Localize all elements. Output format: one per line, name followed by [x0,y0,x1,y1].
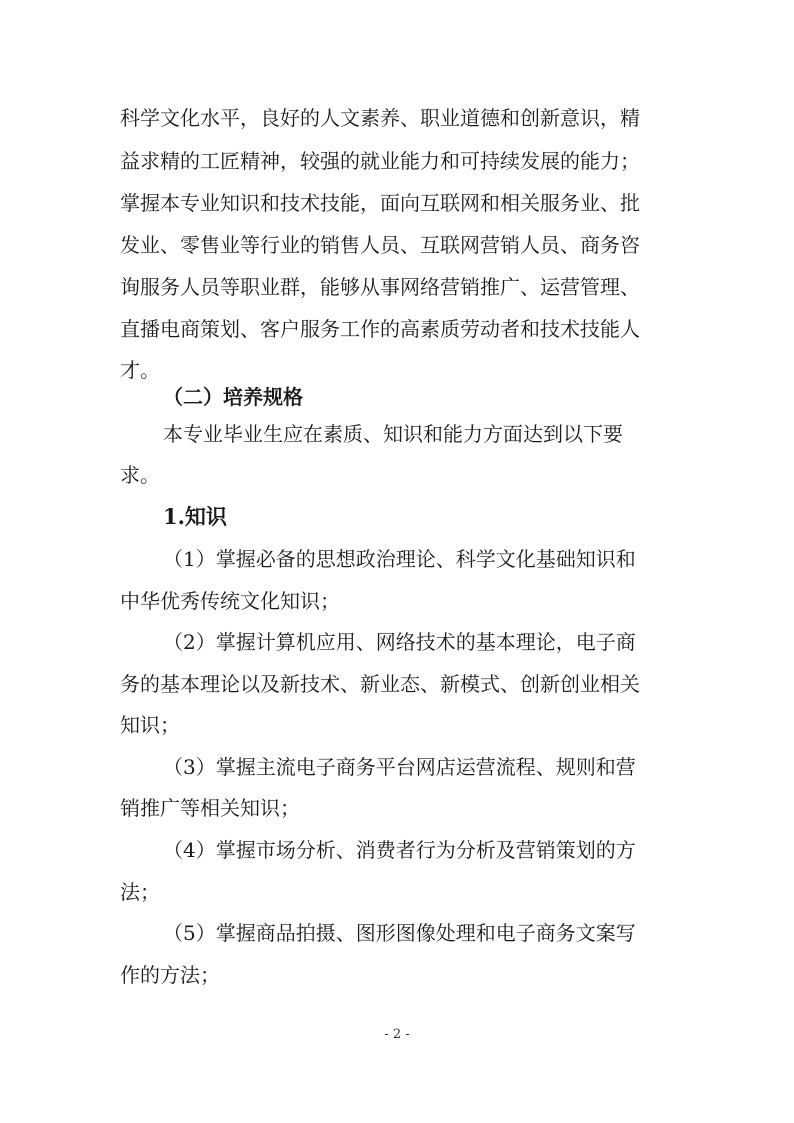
list-item-line: 知识； [120,713,180,737]
section-intro-line: 求。 [120,463,160,487]
list-item-line: （1）掌握必备的思想政治理论、科学文化基础知识和 [163,547,636,571]
intro-line: 才。 [120,358,160,382]
intro-line: 科学文化水平，良好的人文素养、职业道德和创新意识，精 [120,106,640,130]
list-item-line: （2）掌握计算机应用、网络技术的基本理论，电子商 [163,630,636,654]
list-item-line: 务的基本理论以及新技术、新业态、新模式、创新创业相关 [120,672,640,696]
list-item-line: （5）掌握商品拍摄、图形图像处理和电子商务文案写 [163,921,636,945]
list-item-line: （3）掌握主流电子商务平台网店运营流程、规则和营 [163,755,636,779]
page-number: - 2 - [384,1027,410,1042]
list-item-line: 销推广等相关知识； [120,796,300,820]
list-item-line: 中华优秀传统文化知识； [120,589,340,613]
list-item-line: （4）掌握市场分析、消费者行为分析及营销策划的方 [163,838,636,862]
list-item-line: 法； [120,880,160,904]
subsection-heading: 1.知识 [163,504,227,529]
section-intro-line: 本专业毕业生应在素质、知识和能力方面达到以下要 [163,422,623,446]
intro-line: 询服务人员等职业群，能够从事网络营销推广、运营管理、 [120,275,640,299]
intro-line: 直播电商策划、客户服务工作的高素质劳动者和技术技能人 [120,317,640,341]
intro-line: 益求精的工匠精神，较强的就业能力和可持续发展的能力； [120,149,640,173]
section-heading: （二）培养规格 [163,385,303,409]
intro-line: 掌握本专业知识和技术技能，面向互联网和相关服务业、批 [120,191,640,215]
intro-line: 发业、零售业等行业的销售人员、互联网营销人员、商务咨 [120,233,640,257]
list-item-line: 作的方法； [120,963,220,987]
